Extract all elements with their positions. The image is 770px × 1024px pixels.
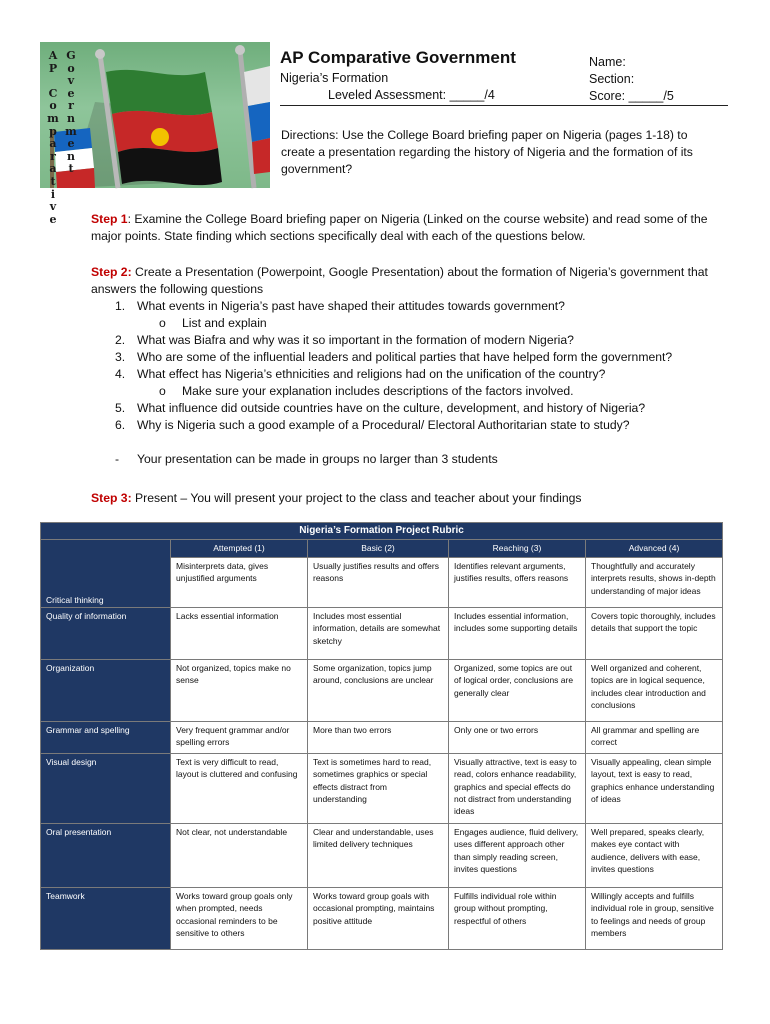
rubric-cell: Well prepared, speaks clearly, makes eye contact with audience, delivers with ease, invites questions [586,823,723,887]
rubric-cell: Visually appealing, clean simple layout, text is easy to read, graphics enhance understanding of ideas [586,753,723,823]
rubric-cell: More than two errors [308,721,449,753]
score-label: Score: _____/5 [589,89,674,103]
rubric-cell: Organized, some topics are out of logical order, conclusions are generally clear [449,659,586,721]
step-3-label: Step 3: [91,491,132,505]
table-row [41,721,723,753]
rubric-cell: Clear and understandable, uses limited delivery techniques [308,823,449,887]
criterion-critical-thinking: Critical thinking [41,540,171,607]
rubric-cell: Only one or two errors [449,721,586,753]
list-item: 6. Why is Nigeria such a good example of a Procedural/ Electoral Authoritarian state to study? [115,418,630,432]
rubric-cell: Very frequent grammar and/or spelling errors [171,721,308,753]
list-subitem: o Make sure your explanation includes descriptions of the factors involved. [159,384,574,398]
step-2-text: Create a Presentation (Powerpoint, Google Presentation) about the formation of Nigeria’s government that answers the following questions [91,265,708,296]
question-list [91,298,731,434]
step-2-paragraph [91,264,731,298]
step-2-label: Step 2: [91,265,132,279]
leveled-assessment: Leveled Assessment: _____/4 [328,88,495,102]
rubric-cell: Lacks essential information [171,607,308,659]
rubric-cell: Includes most essential information, details are somewhat sketchy [308,607,449,659]
directions-text: Directions: Use the College Board briefing paper on Nigeria (pages 1-18) to create a presentation regarding the history of Nigeria and the formation of its government? [281,128,693,176]
rubric-cell: Usually justifies results and offers reasons [308,557,449,607]
step-3-text: Present – You will present your project to the class and teacher about your findings [131,491,582,505]
step-1-text: : Examine the College Board briefing paper on Nigeria (Linked on the course website) and read some of the major points. State finding which sections specifically deal with each of the questions below. [91,212,708,243]
list-item: 3. Who are some of the influential leaders and political parties that have helped form the government? [115,350,673,364]
list-item: 2. What was Biafra and why was it so important in the formation of modern Nigeria? [115,333,574,347]
criterion-organization: Organization [41,659,171,721]
table-row [41,887,723,949]
rubric-cell: Covers topic thoroughly, includes details that support the topic [586,607,723,659]
document-title: AP Comparative Government [280,48,516,67]
rubric-cell: Some organization, topics jump around, conclusions are unclear [308,659,449,721]
rubric-header-row [41,540,723,557]
rubric-cell: Engages audience, fluid delivery, uses different approach other than simply reading screen, invites questions [449,823,586,887]
criterion-visual-design: Visual design [41,753,171,823]
rubric-cell: Works toward group goals with occasional prompting, maintains positive attitude [308,887,449,949]
rubric-title: Nigeria’s Formation Project Rubric [41,523,723,540]
rubric-cell: All grammar and spelling are correct [586,721,723,753]
logo-vertical-text-government: G o v e r n m e n t [65,49,77,176]
name-label: Name: [589,55,626,69]
document-subtitle-block [280,70,495,104]
header-divider [280,105,728,106]
header-basic: Basic (2) [308,540,449,557]
list-item: 4. What effect has Nigeria’s ethnicities and religions had on the unification of the country? [115,367,606,381]
rubric-cell: Willingly accepts and fulfills individual role in group, sensitive to feelings and needs of group members [586,887,723,949]
student-info-block [589,54,674,105]
document-subtitle: Nigeria’s Formation [280,71,389,85]
list-subitem: o List and explain [159,316,267,330]
criterion-teamwork: Teamwork [41,887,171,949]
rubric-cell: Thoughtfully and accurately interprets results, shows in-depth understanding of major ideas [586,557,723,607]
rubric-cell: Text is sometimes hard to read, sometimes graphics or special effects distract from understanding [308,753,449,823]
rubric-cell: Misinterprets data, gives unjustified arguments [171,557,308,607]
list-item: 5. What influence did outside countries have on the culture, development, and history of Nigeria? [115,401,646,415]
rubric-title-row [41,523,723,540]
step-3-paragraph [91,490,731,507]
header-attempted: Attempted (1) [171,540,308,557]
rubric-cell: Well organized and coherent, topics are in logical sequence, includes clear introduction and conclusions [586,659,723,721]
step-1-label: Step 1 [91,212,128,226]
header-reaching: Reaching (3) [449,540,586,557]
rubric-cell: Includes essential information, includes some supporting details [449,607,586,659]
step-2-section [91,264,731,468]
rubric-cell: Works toward group goals only when prompted, needs occasional reminders to be sensitive to others [171,887,308,949]
table-row [41,607,723,659]
rubric-cell: Text is very difficult to read, layout is cluttered and confusing [171,753,308,823]
rubric-cell: Fulfills individual role within group without prompting, respectful of others [449,887,586,949]
table-row [41,753,723,823]
section-label: Section: [589,72,635,86]
table-row [41,659,723,721]
group-size-note: - Your presentation can be made in groups no larger than 3 students [115,452,498,466]
criterion-quality-of-information: Quality of information [41,607,171,659]
list-item: 1. What events in Nigeria’s past have shaped their attitudes towards government? [115,299,565,313]
header-advanced: Advanced (4) [586,540,723,557]
rubric-cell: Visually attractive, text is easy to read, colors enhance readability, graphics and special effects do not distract from understanding ideas [449,753,586,823]
criterion-oral-presentation: Oral presentation [41,823,171,887]
rubric-cell: Not organized, topics make no sense [171,659,308,721]
step-1-paragraph [91,211,731,245]
table-row [41,823,723,887]
rubric-cell: Identifies relevant arguments, justifies results, offers reasons [449,557,586,607]
criterion-grammar-and-spelling: Grammar and spelling [41,721,171,753]
rubric-table [40,522,723,950]
rubric-cell: Not clear, not understandable [171,823,308,887]
logo-vertical-text-ap: A P C o m p a r a t i v e [47,49,59,226]
